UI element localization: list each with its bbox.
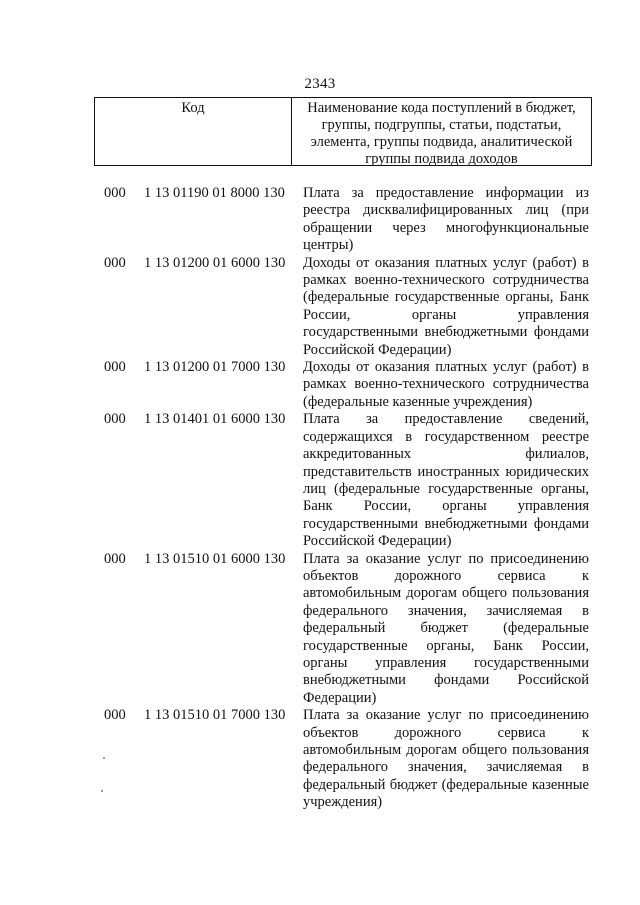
admin-code: 000 <box>104 707 126 724</box>
list-item <box>0 411 640 550</box>
list-item <box>0 359 640 411</box>
description-line: государственными внебюджетными фондами <box>303 324 589 341</box>
description-line: автомобильным дорогам общего пользования <box>303 742 589 758</box>
description-line: Банк России, органы управления <box>303 498 589 515</box>
page-number: 2343 <box>304 76 336 92</box>
description-line: Федерации) <box>303 689 377 706</box>
scan-speck <box>101 790 103 792</box>
description-line: содержащихся в государственном реестре <box>303 428 589 445</box>
description-line: федерального значения, зачисляемая в <box>303 602 589 619</box>
description-line: федеральный бюджет (федеральные <box>303 620 589 637</box>
list-item <box>0 185 640 255</box>
description-line: Доходы от оказания платных услуг (работ) в <box>303 359 589 376</box>
description-line: автомобильным дорогам общего пользования <box>303 585 589 602</box>
description-line: Российской Федерации) <box>303 533 452 550</box>
description-line: Российской Федерации) <box>303 341 452 358</box>
admin-code: 000 <box>104 411 126 428</box>
revenue-code: 1 13 01401 01 6000 130 <box>144 411 286 428</box>
revenue-description <box>303 551 589 708</box>
description-line: учреждения) <box>303 794 383 811</box>
table-header <box>94 97 592 166</box>
description-line: рамках военно-технического сотрудничества <box>303 376 589 393</box>
revenue-code: 1 13 01200 01 6000 130 <box>144 254 286 271</box>
description-line: обращении через многофункциональные <box>303 219 589 236</box>
description-line: федерального значения, зачисляемая в <box>303 759 589 776</box>
description-line: внебюджетными фондами Российской <box>303 672 589 689</box>
revenue-code: 1 13 01200 01 7000 130 <box>144 359 286 376</box>
description-line: объектов дорожного сервиса к <box>303 724 589 741</box>
revenue-code-list <box>0 185 640 812</box>
description-line: государственные органы, Банк России, <box>303 637 589 654</box>
description-line: государственными внебюджетными фондами <box>303 515 589 532</box>
description-line: (федеральные казенные учреждения) <box>303 393 533 410</box>
description-line: центры) <box>303 237 354 254</box>
description-line: (федеральные государственные органы, Банк <box>303 289 589 306</box>
revenue-description <box>303 359 589 411</box>
description-line: рамках военно-технического сотрудничества <box>303 272 589 289</box>
list-item <box>0 551 640 708</box>
admin-code: 000 <box>104 359 126 376</box>
scan-speck <box>103 757 105 759</box>
description-line: объектов дорожного сервиса к <box>303 567 589 584</box>
revenue-code: 1 13 01510 01 6000 130 <box>144 550 286 567</box>
list-item <box>0 707 640 811</box>
description-line: лиц (федеральные государственные органы, <box>303 480 589 497</box>
name-column-header: Наименование кода поступлений в бюджет, группы, подгруппы, статьи, подстатьи, элемента, группы подвида, аналитической группы подвида доходов <box>307 100 576 167</box>
admin-code: 000 <box>104 550 126 567</box>
revenue-description <box>303 707 589 811</box>
revenue-code: 1 13 01510 01 7000 130 <box>144 707 286 724</box>
description-line: Плата за оказание услуг по присоединению <box>303 707 589 724</box>
revenue-code: 1 13 01190 01 8000 130 <box>144 185 285 201</box>
description-line: федеральный бюджет (федеральные казенные <box>303 776 589 793</box>
description-line: представительств иностранных юридических <box>303 463 589 480</box>
admin-code: 000 <box>104 254 126 271</box>
revenue-description <box>303 185 589 255</box>
description-line: реестра дисквалифицированных лиц (при <box>303 202 589 219</box>
revenue-description <box>303 411 589 550</box>
revenue-description <box>303 255 589 359</box>
description-line: России, органы управления <box>303 306 589 323</box>
admin-code: 000 <box>104 185 126 201</box>
code-column-header: Код <box>95 98 292 165</box>
description-line: Доходы от оказания платных услуг (работ) в <box>303 254 589 271</box>
list-item <box>0 255 640 359</box>
description-line: Плата за предоставление информации из <box>303 185 589 201</box>
description-line: аккредитованных филиалов, <box>303 446 589 463</box>
description-line: Плата за предоставление сведений, <box>303 411 589 428</box>
description-line: Плата за оказание услуг по присоединению <box>303 550 589 567</box>
description-line: органы управления государственными <box>303 654 589 671</box>
